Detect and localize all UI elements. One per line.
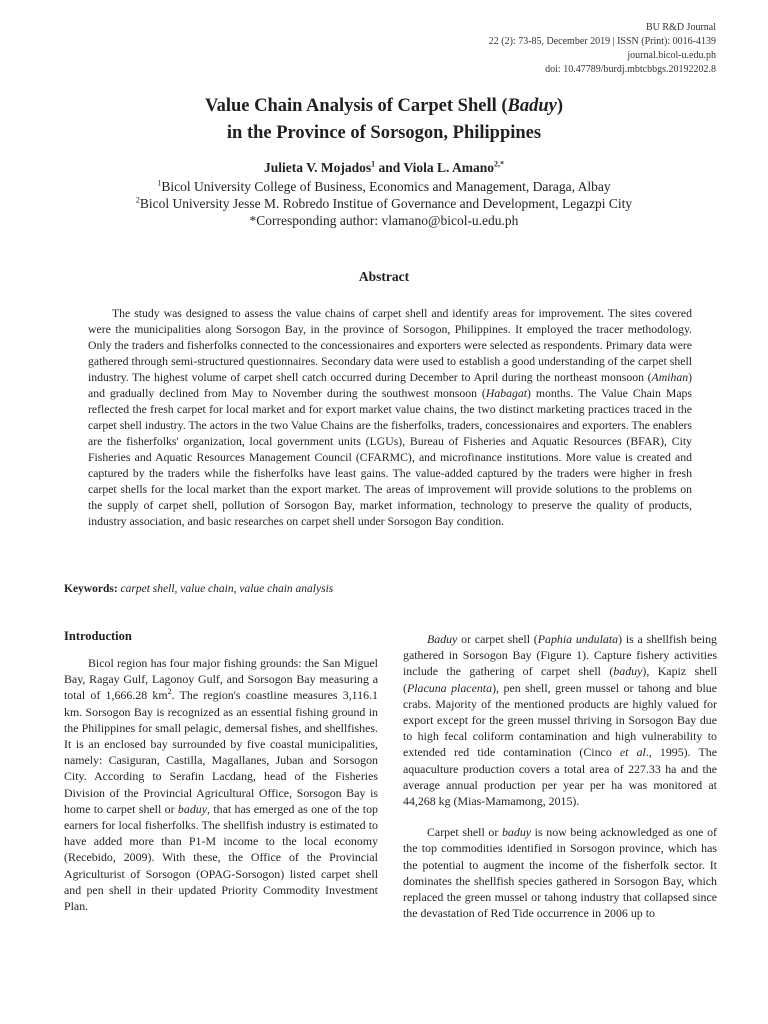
author-2: Viola L. Amano [403, 160, 495, 175]
intro-paragraph-3: Carpet shell or baduy is now being acknowledged as one of the top commodities identified in Sorsogon province, which has the potential to augment the income of the fisherfolk sector. It dominates the shellfish species gathered in Sorsogon Bay, which replaced the green mussel or tahong industry that collapsed since the devastation of Red Tide occurrence in 2006 up to [403, 825, 717, 921]
intro-paragraph-1: Bicol region has four major fishing grounds: the San Miguel Bay, Ragay Gulf, Lagonoy Gulf, and Sorsogon Bay measuring a total of 1,666.28 $km^2$. The region's coastline measures 3,116.1 km. Sorsogon Bay is recognized as an essential fishing ground in the Philippines for small pelagic, demersal fishes, and shellfishes. It is an enclosed bay surrounded by five coastal municipalities, namely: Casiguran, Castilla, Magallanes, Juban and Sorsogon City. According to Serafin Lacdang, head of the Fisheries Division of the Provincial Agricultural Office, Sorsogon Bay is home to carpet shell or baduy, that has emerged as one of the top earners for local fisherfolks. The shellfish industry is estimated to have added more than P1-M income to the local economy (Recebido, 2009). With these, the Office of the Provincial Agriculturist of Sorsogon (OPAG-Sorsogon) listed carpet shell and pen shell in their updated Priority Commodity Investment Plan. [64, 656, 378, 914]
column-right [403, 631, 717, 936]
introduction-heading: Introduction [64, 629, 132, 643]
abstract-text: The study was designed to assess the value chains of carpet shell and identify areas for improvement. The sites covered were the municipalities along Sorsogon Bay, in the province of Sorsogon, Philippines. It employed the tracer methodology. Only the traders and fisherfolks connected to the concessionaires and exporters were selected as respondents. Primary data were gathered through semi-structured questionnaires. Secondary data were used to establish a good understanding of the carpet shell industry. The highest volume of carpet shell catch occurred during December to April during the northeast monsoon (Amihan) and gradually declined from May to November during the southwest monsoon (Habagat) months. The Value Chain Maps reflected the fresh carpet for local market and for export market value chains, the two distinct marketing practices traced in the carpet shell industry. The actors in the two Value Chains are the fisherfolks, traders, concessionaires and exporters. The enablers are the fisherfolks' organization, local government units (LGUs), Bureau of Fisheries and Aquatic Resources (BFAR), City Fisheries and Aquatic Resources Management Council (CFARMC), and microfinance institutions. More value is created and captured by the traders while the fisherfolks have least gains. The value-added captured by the traders were higher in fresh carpet shells for the local market than the export market. The areas of improvement will provide solutions to the problems on the supply of carpet shell, pollution of Sorsogon Bay, market information, technology to preserve the quality of products, industry association, and basic researches on carpet shell under Sorsogon Bay condition. [88, 307, 692, 528]
journal-doi: doi: 10.47789/burdj.mbtcbbgs.20192202.8 [545, 64, 716, 75]
journal-issue: 22 (2): 73-85, December 2019 | ISSN (Print): 0016-4139 [488, 36, 716, 47]
column-left [64, 627, 378, 929]
corresponding-author: *Corresponding author: vlamano@bicol-u.edu.ph [249, 213, 519, 228]
abstract-heading: Abstract [358, 269, 410, 284]
intro-paragraph-2: Baduy or carpet shell (Paphia undulata) is a shellfish being gathered in Sorsogon Bay (Figure 1). Capture fishery activities include the gathering of carpet shell (baduy), Kapiz shell (Placuna placenta), pen shell, green mussel or tahong and blue crabs. Majority of the mentioned products are highly valued for export except for the green mussel thriving in Sorsogon Bay due to high fecal coliform contamination and high vulnerability to extended red tide contamination (Cinco et al., 1995). The aquaculture production covers a total area of 227.33 ha and the average annual production per year per ha was monitored at 44,268 kg (Mias-Mamamong, 2015). [403, 632, 718, 809]
affiliation-1: $^1$Bicol University College of Business, Economics and Management, Daraga, Albay [157, 178, 611, 194]
keywords-label: Keywords: [64, 583, 118, 595]
author-1: Julieta V. Mojados [263, 160, 372, 175]
title-line-2: in the Province of Sorsogon, Philippines [226, 123, 542, 143]
author-list: Julieta V. Mojados$^1$ and Viola L. Amano$^{2,*}$ [263, 159, 505, 175]
paper-title [0, 93, 768, 147]
affiliation-2: $^2$Bicol University Jesse M. Robredo Institue of Governance and Development, Legazpi City [135, 195, 633, 211]
journal-meta [489, 21, 716, 77]
journal-name: BU R&D Journal [646, 22, 716, 33]
keywords-text: carpet shell, value chain, value chain analysis [117, 583, 334, 595]
journal-website: journal.bicol-u.edu.ph [627, 50, 716, 61]
title-line-1: Value Chain Analysis of Carpet Shell (Baduy) [204, 96, 564, 116]
affiliations [0, 178, 768, 229]
keywords [64, 581, 714, 597]
